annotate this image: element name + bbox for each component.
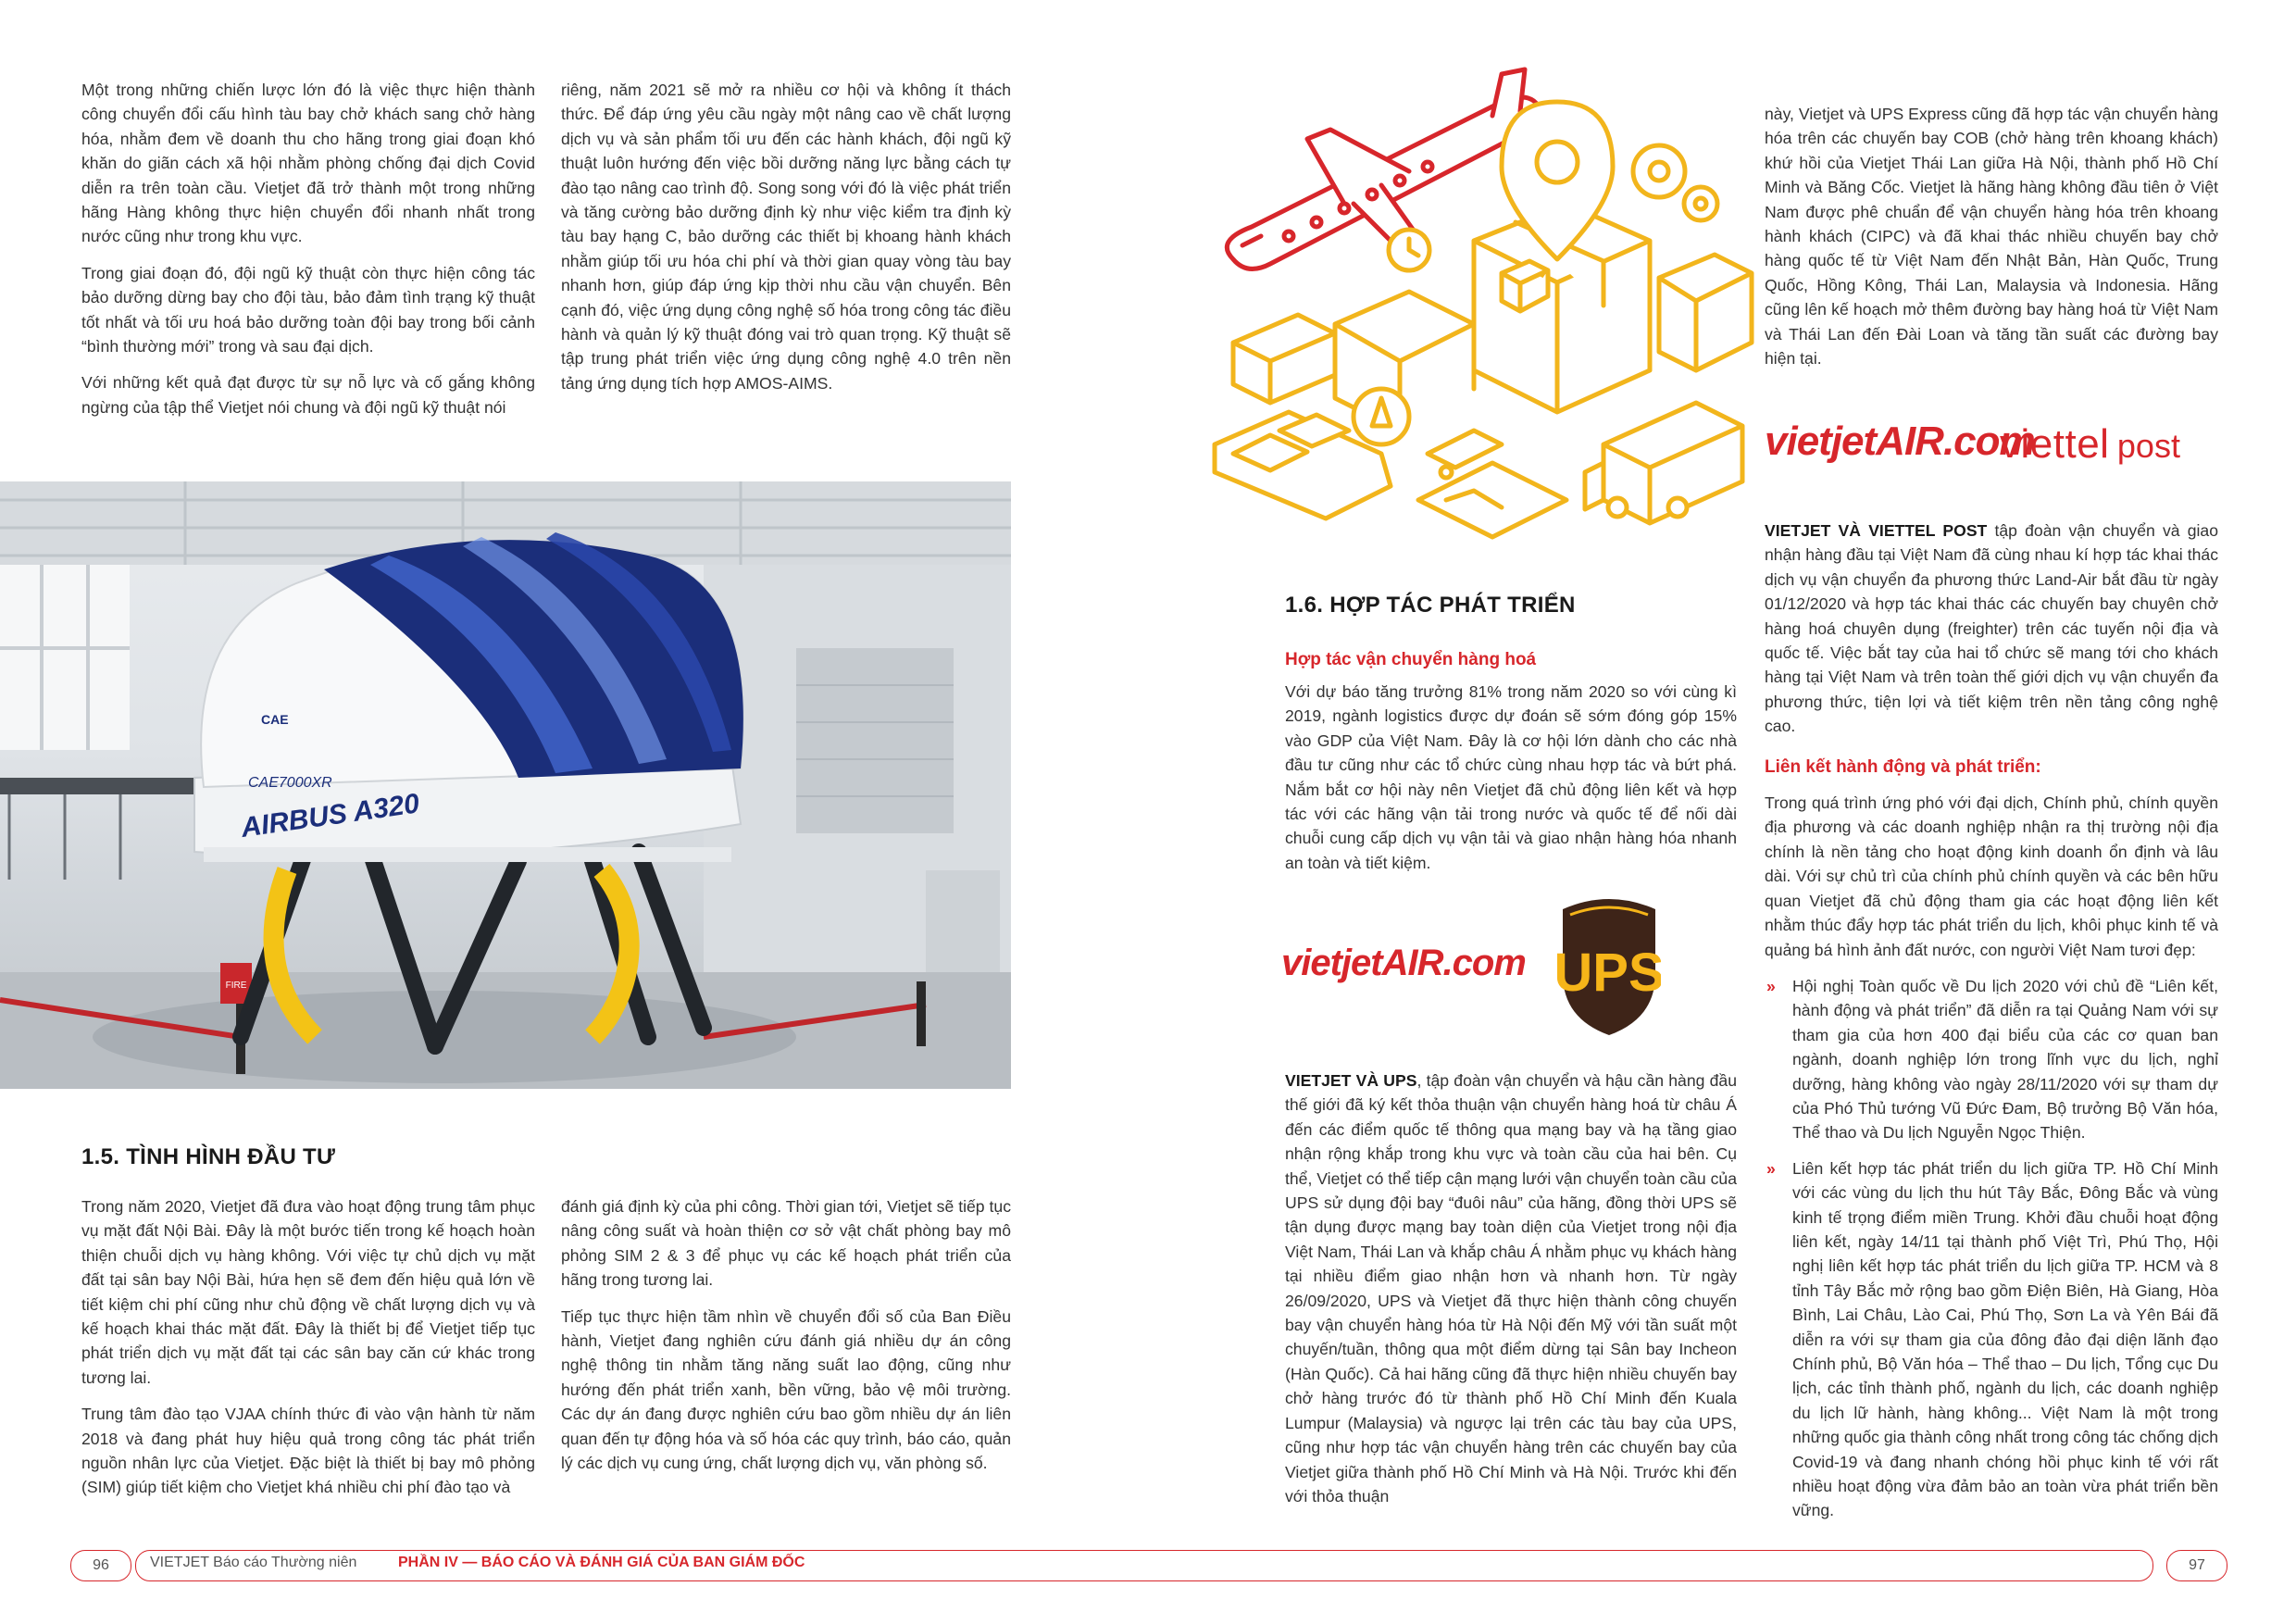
viettel-post-logo: [2000, 421, 2180, 468]
ups-paragraph: , tập đoàn vận chuyển và hậu cần hàng đầu thế giới đã ký kết thỏa thuận vận chuyển hàng hoá từ châu Á đến các điểm quốc tế thông qua mạng bay và hạ tầng giao nhận rộng khắp trong khu vực và toàn cầu của hai bên. Cụ thể, Vietjet có thể tiếp cận mạng lưới vận chuyển toàn cầu của UPS sử dụng đội bay “đuôi nâu” của hãng, đồng thời UPS sẽ tận dụng được mạng bay toàn diện của Vietjet trong nội địa Việt Nam, Thái Lan và khắp châu Á nhằm phục vụ khách hàng tại nhiều điểm giao nhận hơn và nhanh hơn. Từ ngày 26/09/2020, UPS và Vietjet đã thực hiện thành công chuyến bay vận chuyển hàng hóa từ Hà Nội đến Mỹ với tần suất một chuyến/tuần, thông qua một điểm dừng tại Sân bay Incheon (Hàn Quốc). Cả hai hãng cũng đã thực hiện nhiều chuyến bay chở hàng trước đó từ thành phố Hồ Chí Minh đến Kuala Lumpur (Malaysia) và ngược lại trên các tàu bay của UPS, cũng như hợp tác vận chuyển hàng trên các chuyến bay của Vietjet giữa thành phố Hồ Chí Minh và Hà Nội. Trước khi đến với thỏa thuận: [1285, 1071, 1738, 1505]
right-top-col: [1765, 102, 2218, 382]
viettel-paragraph: tập đoàn vận chuyển và giao nhận hàng đầu tại Việt Nam đã cùng nhau kí hợp tác khai thác dịch vụ vận chuyển đa phương thức Land-Air bắt đầu từ ngày 01/12/2020 và hợp tác khai thác các chuyến bay chuyên chở hàng hoá chuyên dụng (freighter) trên các tuyến nội địa và quốc tế. Việc bắt tay của hai tổ chức sẽ mang tới cho khách hàng tại Việt Nam và trên toàn thế giới dịch vụ vận chuyển đa phương thức, tiện lợi và tiết kiệm trên nền tảng công nghệ cao.: [1765, 521, 2218, 736]
list-item: » Hội nghị Toàn quốc về Du lịch 2020 với chủ đề “Liên kết, hành động và phát triển” đã diễn ra tại Quảng Nam với sự tham gia của hơn 400 đại biểu của các cơ quan ban ngành, doanh nghiệp lớn trong lĩnh vực du lịch, nghỉ dưỡng, hàng không vào ngày 28/11/2020 với sự tham dự của Phó Thủ tướng Vũ Đức Đam, Bộ trưởng Bộ Văn hóa, Thể thao và Du lịch Nguyễn Ngọc Thiện.: [1765, 974, 2218, 1145]
cargo-col: [1285, 680, 1737, 887]
paragraph: Tiếp tục thực hiện tầm nhìn về chuyển đổi số của Ban Điều hành, Vietjet đang nghiên cứu đánh giá nhiều dự án công nghệ thông tin nhằm tăng năng suất lao động, cũng như hướng đến phát triển xanh, bền vững, bảo vệ môi trường. Các dự án đang được nghiên cứu bao gồm nhiều dự án liên quan đến tự động hóa và số hóa các quy trình, báo cáo, quản lý các dịch vụ cung ứng, chất lượng dịch vụ, văn phòng số.: [561, 1306, 1011, 1473]
left-top-col2: [561, 78, 1011, 407]
footer-report-label: VIETJET Báo cáo Thường niên: [150, 1555, 357, 1570]
building-icon: [1659, 255, 1752, 370]
list-item: » Liên kết hợp tác phát triển du lịch giữa TP. Hồ Chí Minh với các vùng du lịch thu hút Tây Bắc, Đông Bắc và vùng kinh tế trọng điểm miền Trung. Khởi đầu chuỗi hoạt động liên kết, ngày 14/11 tại thành phố Việt Trì, Phú Thọ, Hội nghị liên kết hợp tác phát triển du lịch giữa TP. HCM và 8 tỉnh Tây Bắc mở rộng bao gồm Điện Biên, Hà Giang, Hòa Bình, Lai Châu, Lào Cai, Phú Thọ, Sơn La và Yên Bái đã diễn ra với sự tham gia của đông đảo đại diện lãnh đạo Chính phủ, Bộ Văn hóa – Thể thao – Du lịch, Tổng cục Du lịch, các tỉnh thành phố, ngành du lịch, các doanh nghiệp du lịch lữ hành, hàng không... Việt Nam là một trong những quốc gia thành công nhất trong công tác chống dịch Covid-19 và đang nhanh chóng hồi phục kinh tế với rất nhiều hoạt động vừa đảm bảo an toàn vừa phát triển bền vững.: [1765, 1156, 2218, 1523]
paragraph: riêng, năm 2021 sẽ mở ra nhiều cơ hội và không ít thách thức. Để đáp ứng yêu cầu ngày một nâng cao về chất lượng dịch vụ và sản phẩm tối ưu đến các hành khách, đội ngũ kỹ thuật luôn hướng đến việc bồi dưỡng năng lực bằng cách tự đào tạo nâng cao trình độ. Song song với đó là việc phát triển và tăng cường bảo dưỡng định kỳ như việc kiểm tra định kỳ tàu bay hạng C, bảo dưỡng các thiết bị khoang hành khách nhằm giúp tối ưu hóa chi phí và thời gian quay vòng tàu bay nhanh hơn, giúp đáp ứng kịp thời nhu cầu vận chuyển. Bên cạnh đó, việc ứng dụng công nghệ số hóa trong công tác điều hành và quản lý kỹ thuật đóng vai trò quan trọng. Kỹ thuật sẽ tập trung phát triển việc ứng dụng công nghệ 4.0 trên nền tảng ứng dụng tích hợp AMOS-AIMS.: [561, 81, 1011, 393]
left-top-col1: [81, 78, 535, 431]
viettel-logo-text: viettel: [2000, 421, 2110, 467]
vietjet-logo-2: vietjetAIR.com: [1281, 943, 1526, 983]
cargo-subheading: Hợp tác vận chuyển hàng hoá: [1285, 650, 1537, 669]
ups-logo: [1557, 891, 1661, 1039]
ups-col: [1285, 1068, 1737, 1520]
simulator-photo: [0, 481, 1011, 1089]
link-paragraph: Trong quá trình ứng phó với đại dịch, Chính phủ, chính quyền địa phương và các doanh nghiệp nhận ra thị trường nội địa chính là nền tảng cho hoạt động kinh doanh ổn định và lâu dài. Với sự chủ trì của chính phủ chính quyền và các bên hữu quan Vietjet đã chủ động tham gia các hoạt động liên kết nhằm thúc đẩy hợp tác phát triển du lịch, khôi phục kinh tế và quảng bá hình ảnh đất nước, con người Việt Nam tươi đẹp:: [1765, 793, 2218, 959]
logistics-illustration: [1196, 65, 1761, 565]
post-logo-text: post: [2116, 427, 2180, 465]
simulator-illustration: [0, 481, 1011, 1089]
paragraph: đánh giá định kỳ của phi công. Thời gian tới, Vietjet sẽ tiếp tục nâng công suất và hoàn thiện cơ sở vật chất phòng bay mô phỏng SIM 2 & 3 để phục vụ các kế hoạch phát triển của hãng trong tương lai.: [561, 1197, 1011, 1290]
fire-sign: FIRE: [225, 981, 247, 991]
bullet-list: [1765, 974, 2218, 1523]
paragraph: Một trong những chiến lược lớn đó là việc thực hiện thành công chuyển đổi cấu hình tàu bay chở khách sang chở hàng hóa, nhằm đem về doanh thu cho hãng trong giai đoạn khó khăn do giãn cách xã hội nhằm phòng chống đại dịch Covid diễn ra trên toàn cầu. Vietjet đã trở thành một trong những hãng Hàng không thực hiện chuyển đổi nhanh nhất trong nước cũng như trong khu vực.: [81, 81, 535, 246]
viettel-lead: VIETJET VÀ VIETTEL POST: [1765, 521, 1988, 540]
paragraph: Với những kết quả đạt được từ sự nỗ lực và cố gắng không ngừng của tập thể Vietjet nói chung và đội ngũ kỹ thuật nói: [81, 373, 535, 417]
page-number-right: 97: [2166, 1550, 2227, 1581]
viettel-col: [1765, 518, 2218, 1534]
cae-model-label: CAE7000XR: [248, 775, 332, 791]
page-number-left: 96: [70, 1550, 131, 1581]
paragraph: Trong giai đoạn đó, đội ngũ kỹ thuật còn thực hiện công tác bảo dưỡng dừng bay cho đội tàu, bảo đảm tình trạng kỹ thuật tốt nhất và tối ưu hoá bảo dưỡng toàn đội bay trong bối cảnh “bình thường mới” trong và sau đại dịch.: [81, 263, 535, 356]
paragraph: này, Vietjet và UPS Express cũng đã hợp tác vận chuyển hàng hóa trên các chuyến bay COB (chở hàng trên khoang khách) khứ hồi của Vietjet Thái Lan giữa Hà Nội, thành phố Hồ Chí Minh và Băng Cốc. Vietjet là hãng hàng không đầu tiên ở Việt Nam được phê chuẩn để vận chuyển hàng hóa trên khoang hành khách (CIPC) và đã khai thác nhiều chuyến bay chở hàng quốc tế từ Việt Nam đến Nhật Bản, Hàn Quốc, Trung Quốc, Hồng Kông, Thái Lan, Malaysia và Indonesia. Hãng cũng lên kế hoạch mở thêm đường bay hàng hoá từ Việt Nam và Thái Lan đến Đài Loan và tăng tần suất các đường bay hiện tại.: [1765, 105, 2218, 369]
s15-col1: [81, 1194, 535, 1512]
cae-label: CAE: [261, 712, 289, 727]
paragraph: Trung tâm đào tạo VJAA chính thức đi vào vận hành từ năm 2018 và đang phát huy hiệu quả trong công tác phát triển nguồn nhân lực của Vietjet. Đặc biệt là thiết bị bay mô phỏng (SIM) giúp tiết kiệm cho Vietjet khá nhiều chi phí đào tạo và: [81, 1405, 535, 1497]
link-subheading: Liên kết hành động và phát triển:: [1765, 756, 2041, 777]
cargo-paragraph: Với dự báo tăng trưởng 81% trong năm 2020 so với cùng kì 2019, ngành logistics được dự đoán sẽ sớm đóng góp 15% vào GDP của Việt Nam. Đây là cơ hội lớn dành cho các nhà đầu tư cũng như các tổ chức cùng nhau hợp tác và bứt phá. Nắm bắt cơ hội này nên Vietjet đã chủ động liên kết và hợp tác với các hãng vận tải trong nước và quốc tế để nối dài chuỗi cung cấp dịch vụ vận tải và giao nhận hàng hóa nhanh an toàn và tiết kiệm.: [1285, 682, 1737, 872]
ups-lead: VIETJET VÀ UPS: [1285, 1071, 1417, 1090]
s15-col2: [561, 1194, 1011, 1487]
footer-section-label: PHẦN IV — BÁO CÁO VÀ ĐÁNH GIÁ CỦA BAN GIÁM ĐỐC: [398, 1555, 805, 1570]
vietjet-logo: vietjetAIR.com: [1765, 418, 2035, 464]
airbus-label: AIRBUS A320: [239, 788, 422, 843]
paragraph: Trong năm 2020, Vietjet đã đưa vào hoạt động trung tâm phục vụ mặt đất Nội Bài. Đây là một bước tiến trong kế hoạch hoàn thiện chuỗi dịch vụ hàng không. Với việc tự chủ dịch vụ mặt đất tại sân bay Nội Bài, hứa hẹn sẽ đem đến hiệu quả lớn về tiết kiệm chi phí cũng như chủ động về chất lượng dịch vụ và kế hoạch khai thác mặt đất. Đây là thiết bị để Vietjet tiếp tục phát triển dịch vụ mặt đất tại các sân bay căn cứ khác trong tương lai.: [81, 1197, 535, 1387]
section-15-title: 1.5. TÌNH HÌNH ĐẦU TƯ: [81, 1144, 336, 1169]
section-16-title: 1.6. HỢP TÁC PHÁT TRIỂN: [1285, 593, 1576, 618]
ups-logo-text: UPS: [1557, 943, 1661, 1003]
